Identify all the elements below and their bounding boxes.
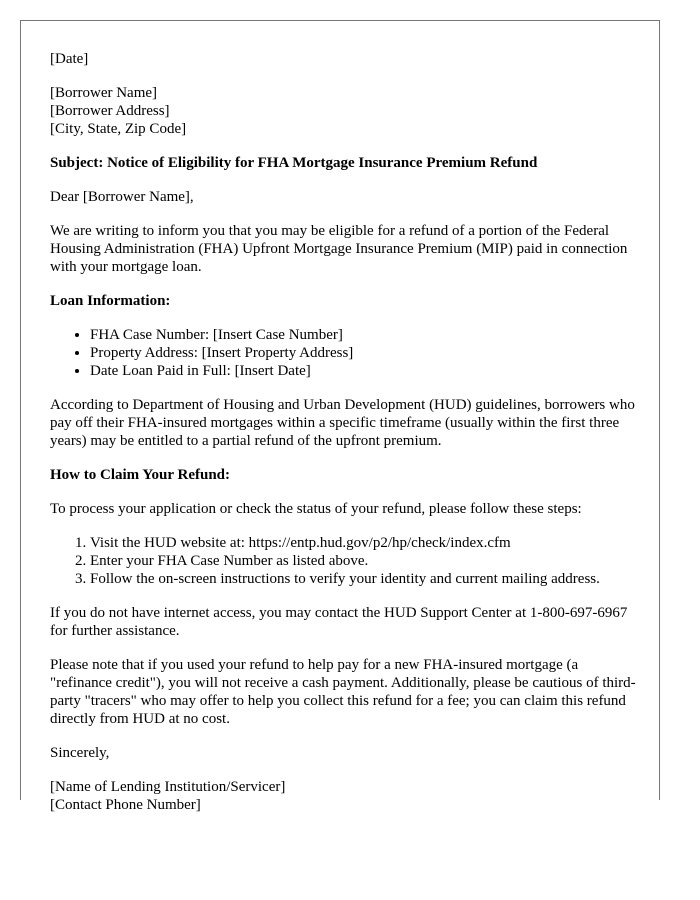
- loan-info-list: [50, 326, 640, 380]
- recipient-name: [Borrower Name]: [50, 85, 158, 101]
- loan-info-item-date-paid: • Date Loan Paid in Full: [Insert Date]: [90, 362, 640, 380]
- loan-info-item-case-number: • FHA Case Number: [Insert Case Number]: [90, 326, 640, 344]
- signature-contact-phone: [Contact Phone Number]: [50, 797, 201, 813]
- loan-info-item-property-address: • Property Address: [Insert Property Address]: [90, 344, 640, 362]
- salutation: Dear [Borrower Name],: [50, 189, 194, 205]
- intro-paragraph: We are writing to inform you that you may be eligible for a refund of a portion of the Federal Housing Administration (FHA) Upfront Mortgage Insurance Premium (MIP) paid in connection with your mortgage loan.: [50, 223, 628, 275]
- claim-step-enter-case-number: 2. Enter your FHA Case Number as listed above.: [90, 552, 640, 570]
- recipient-city-state-zip: [City, State, Zip Code]: [50, 121, 187, 137]
- subject-line: Subject: Notice of Eligibility for FHA Mortgage Insurance Premium Refund: [50, 155, 538, 171]
- signature-institution: [Name of Lending Institution/Servicer]: [50, 779, 286, 795]
- closing: Sincerely,: [50, 745, 110, 761]
- signature-block: [50, 778, 640, 814]
- guidelines-paragraph: According to Department of Housing and Urban Development (HUD) guidelines, borrowers who pay off their FHA-insured mortgages within a specific timeframe (usually within the first three years) may be entitled to a partial refund of the upfront premium.: [50, 397, 635, 449]
- letter-body: [50, 50, 640, 830]
- letter-page: [20, 20, 660, 813]
- claim-heading: How to Claim Your Refund:: [50, 467, 231, 483]
- letter-date: [Date]: [50, 51, 89, 67]
- claim-intro: To process your application or check the status of your refund, please follow these steps:: [50, 501, 582, 517]
- claim-steps-list: [50, 534, 640, 588]
- recipient-address: [Borrower Address]: [50, 103, 170, 119]
- refinance-note: Please note that if you used your refund to help pay for a new FHA-insured mortgage (a "refinance credit"), you will not receive a cash payment. Additionally, please be cautious of third-party "tracers" who may offer to help you collect this refund for a fee; you can claim this refund directly from HUD at no cost.: [50, 657, 636, 727]
- claim-step-follow-instructions: 3. Follow the on-screen instructions to verify your identity and current mailing address.: [90, 570, 640, 588]
- claim-step-visit-website: 1. Visit the HUD website at: https://entp.hud.gov/p2/hp/check/index.cfm: [90, 534, 640, 552]
- recipient-block: [50, 84, 640, 138]
- loan-info-heading: Loan Information:: [50, 293, 171, 309]
- contact-note: If you do not have internet access, you may contact the HUD Support Center at 1-800-697-6967 for further assistance.: [50, 605, 628, 639]
